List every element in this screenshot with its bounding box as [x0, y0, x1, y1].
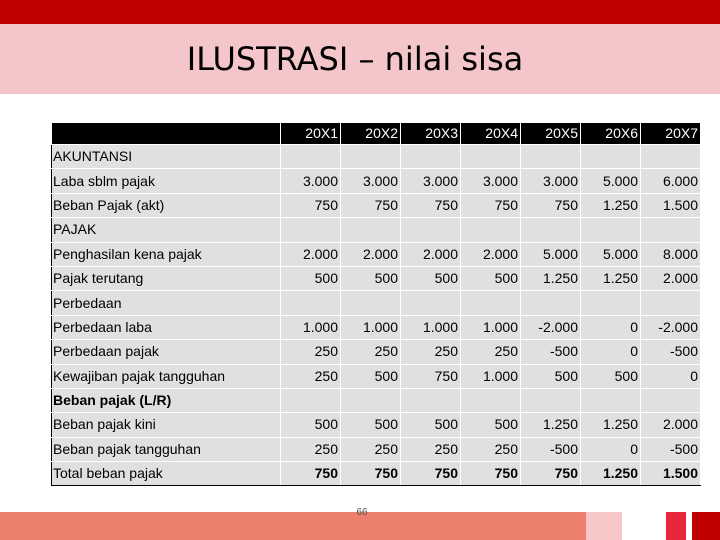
value-cell [641, 145, 701, 169]
value-cell: 1.000 [401, 315, 461, 339]
table-row [52, 315, 701, 339]
value-cell: 0 [581, 315, 641, 339]
value-cell [401, 145, 461, 169]
slide-title: ILUSTRASI – nilai sisa [186, 40, 524, 78]
value-cell: 2.000 [281, 242, 341, 266]
value-cell [581, 218, 641, 242]
page-number: 66 [356, 507, 368, 518]
value-cell [461, 145, 521, 169]
value-cell: 5.000 [521, 242, 581, 266]
table-row [52, 218, 701, 242]
table-header-row [52, 123, 701, 145]
value-cell: 750 [401, 462, 461, 486]
header-cell: 20X3 [401, 123, 461, 145]
value-cell: 500 [461, 413, 521, 437]
value-cell: 1.250 [521, 413, 581, 437]
table-row [52, 145, 701, 169]
value-cell [461, 388, 521, 412]
header-cell: 20X7 [641, 123, 701, 145]
value-cell [281, 291, 341, 315]
table-row [52, 413, 701, 437]
value-cell: 250 [281, 364, 341, 388]
header-cell: 20X1 [281, 123, 341, 145]
value-cell [461, 218, 521, 242]
value-cell: 500 [341, 413, 401, 437]
value-cell: 250 [401, 437, 461, 461]
value-cell: 3.000 [281, 169, 341, 193]
row-label: Pajak terutang [52, 266, 281, 290]
value-cell [281, 145, 341, 169]
value-cell: 2.000 [641, 266, 701, 290]
value-cell: 1.000 [461, 364, 521, 388]
row-label: PAJAK [52, 218, 281, 242]
table-row [52, 340, 701, 364]
value-cell [401, 388, 461, 412]
top-red-bar [0, 0, 720, 24]
value-cell [281, 388, 341, 412]
value-cell: 500 [281, 413, 341, 437]
value-cell: 750 [281, 462, 341, 486]
value-cell [341, 291, 401, 315]
value-cell [401, 291, 461, 315]
row-label: Beban pajak kini [52, 413, 281, 437]
value-cell: 750 [401, 193, 461, 217]
value-cell: 1.500 [641, 193, 701, 217]
value-cell: 250 [341, 340, 401, 364]
footer-pink-block [586, 512, 622, 540]
row-label: AKUNTANSI [52, 145, 281, 169]
value-cell: 250 [461, 340, 521, 364]
table-row [52, 291, 701, 315]
value-cell: -500 [521, 340, 581, 364]
value-cell: 750 [281, 193, 341, 217]
value-cell: 1.250 [581, 266, 641, 290]
value-cell [521, 218, 581, 242]
value-cell: 500 [281, 266, 341, 290]
table-row [52, 462, 701, 486]
value-cell: 750 [521, 462, 581, 486]
value-cell: 2.000 [641, 413, 701, 437]
value-cell: 3.000 [401, 169, 461, 193]
value-cell: -2.000 [521, 315, 581, 339]
value-cell: 250 [281, 437, 341, 461]
value-cell [581, 388, 641, 412]
row-label: Beban pajak tangguhan [52, 437, 281, 461]
value-cell: 2.000 [401, 242, 461, 266]
value-cell: 6.000 [641, 169, 701, 193]
value-cell [581, 291, 641, 315]
value-cell: 500 [461, 266, 521, 290]
value-cell [641, 218, 701, 242]
value-cell: 750 [521, 193, 581, 217]
value-cell: 5.000 [581, 242, 641, 266]
header-cell [52, 123, 281, 145]
row-label: Laba sblm pajak [52, 169, 281, 193]
value-cell: -500 [641, 437, 701, 461]
table-row [52, 242, 701, 266]
value-cell: 3.000 [461, 169, 521, 193]
value-cell: 0 [581, 340, 641, 364]
row-label: Perbedaan [52, 291, 281, 315]
value-cell [521, 291, 581, 315]
value-cell: 750 [461, 193, 521, 217]
table-row [52, 169, 701, 193]
value-cell [341, 388, 401, 412]
value-cell: 1.250 [581, 462, 641, 486]
value-cell: 1.000 [341, 315, 401, 339]
value-cell: 500 [341, 266, 401, 290]
value-cell: 2.000 [461, 242, 521, 266]
value-cell: 0 [641, 364, 701, 388]
table-row [52, 388, 701, 412]
row-label: Perbedaan pajak [52, 340, 281, 364]
value-cell: 250 [461, 437, 521, 461]
table-row [52, 266, 701, 290]
value-cell [641, 291, 701, 315]
row-label: Kewajiban pajak tangguhan [52, 364, 281, 388]
value-cell: 1.250 [581, 413, 641, 437]
value-cell: -500 [641, 340, 701, 364]
footer-coral-bar [0, 512, 586, 540]
value-cell [281, 218, 341, 242]
value-cell: 750 [401, 364, 461, 388]
value-cell: 250 [341, 437, 401, 461]
value-cell [581, 145, 641, 169]
value-cell: 750 [341, 462, 401, 486]
table-row [52, 193, 701, 217]
value-cell: 1.250 [581, 193, 641, 217]
value-cell: 0 [581, 437, 641, 461]
header-cell: 20X2 [341, 123, 401, 145]
value-cell: 250 [281, 340, 341, 364]
tax-illustration-table [51, 122, 701, 486]
value-cell: 250 [401, 340, 461, 364]
value-cell [341, 145, 401, 169]
row-label: Beban Pajak (akt) [52, 193, 281, 217]
value-cell: 500 [401, 266, 461, 290]
value-cell: 5.000 [581, 169, 641, 193]
row-label: Penghasilan kena pajak [52, 242, 281, 266]
header-cell: 20X5 [521, 123, 581, 145]
value-cell: 500 [581, 364, 641, 388]
table-row [52, 364, 701, 388]
value-cell: 500 [521, 364, 581, 388]
header-cell: 20X4 [461, 123, 521, 145]
row-label: Total beban pajak [52, 462, 281, 486]
value-cell [401, 218, 461, 242]
value-cell: 750 [461, 462, 521, 486]
value-cell [341, 218, 401, 242]
row-label: Beban pajak (L/R) [52, 388, 281, 412]
value-cell: -500 [521, 437, 581, 461]
value-cell [641, 388, 701, 412]
value-cell: 1.250 [521, 266, 581, 290]
row-label: Perbedaan laba [52, 315, 281, 339]
value-cell: 1.000 [281, 315, 341, 339]
value-cell [521, 145, 581, 169]
header-cell: 20X6 [581, 123, 641, 145]
value-cell [521, 388, 581, 412]
value-cell: 8.000 [641, 242, 701, 266]
value-cell: 2.000 [341, 242, 401, 266]
value-cell: 3.000 [341, 169, 401, 193]
footer-white-block [622, 512, 666, 540]
value-cell: 1.500 [641, 462, 701, 486]
value-cell: 500 [341, 364, 401, 388]
value-cell: 3.000 [521, 169, 581, 193]
value-cell: 500 [401, 413, 461, 437]
value-cell: 750 [341, 193, 401, 217]
table-row [52, 437, 701, 461]
footer-dark-red-block [692, 512, 720, 540]
footer-red-block [666, 512, 686, 540]
value-cell [461, 291, 521, 315]
value-cell: -2.000 [641, 315, 701, 339]
value-cell: 1.000 [461, 315, 521, 339]
